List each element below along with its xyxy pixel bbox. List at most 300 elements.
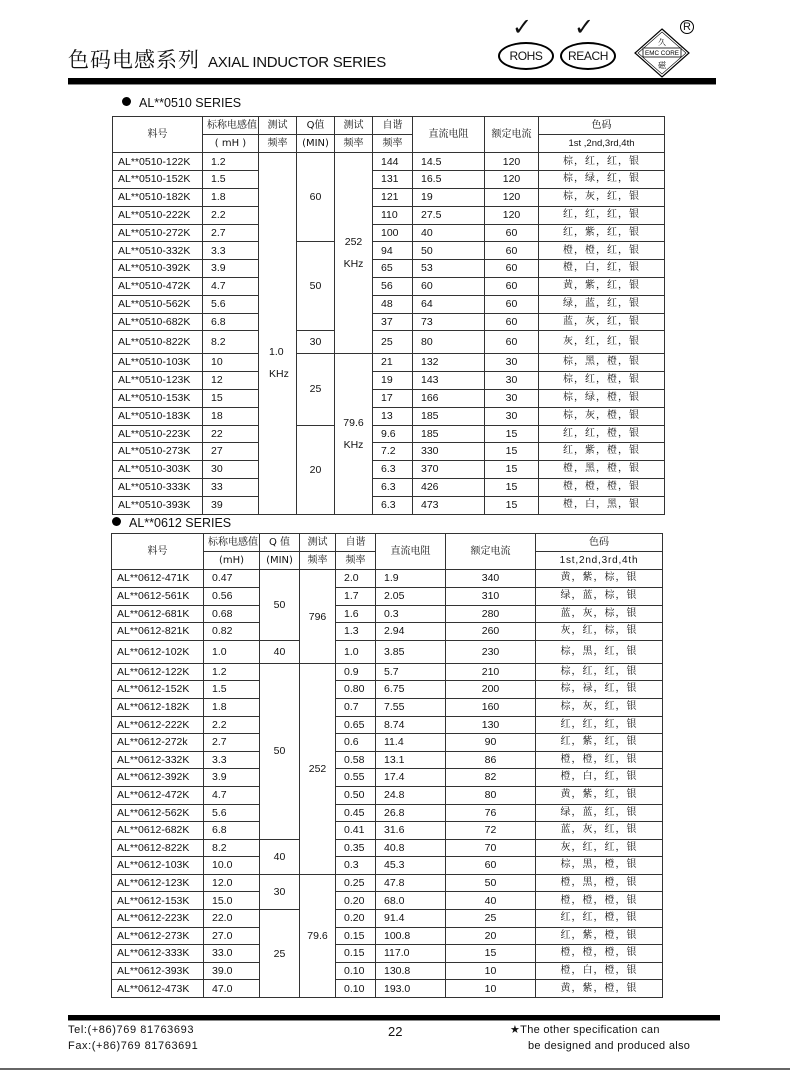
table-row xyxy=(113,354,665,372)
color-code: 红，红，橙，银 xyxy=(536,910,663,928)
color-code: 棕，红，橙，银 xyxy=(539,372,665,390)
dc-resistance: 166 xyxy=(413,389,485,407)
rated-current: 15 xyxy=(485,425,539,443)
self-resonant-frequency: 0.50 xyxy=(336,786,376,804)
part-number: AL**0510-393K xyxy=(113,496,203,514)
color-code: 棕，红，红，银 xyxy=(539,153,665,171)
self-resonant-frequency: 19 xyxy=(373,372,413,390)
self-resonant-frequency: 7.2 xyxy=(373,443,413,461)
test-frequency-1khz: 1.0 KHz xyxy=(259,153,297,514)
rated-current: 30 xyxy=(485,372,539,390)
dc-resistance: 13.1 xyxy=(376,751,446,769)
color-code: 棕，灰，红，银 xyxy=(536,698,663,716)
part-number: AL**0510-272K xyxy=(113,224,203,242)
inductance: 6.8 xyxy=(204,822,260,840)
rated-current: 160 xyxy=(446,698,536,716)
rated-current: 230 xyxy=(446,640,536,663)
self-resonant-frequency: 0.10 xyxy=(336,980,376,998)
title-english: AXIAL INDUCTOR SERIES xyxy=(208,54,386,71)
color-code: 红，红，橙，银 xyxy=(539,425,665,443)
logo-char-top: 久 xyxy=(658,38,666,47)
self-resonant-frequency: 17 xyxy=(373,389,413,407)
inductance: 33.0 xyxy=(204,945,260,963)
table-row xyxy=(113,313,665,331)
rated-current: 60 xyxy=(485,295,539,313)
self-resonant-frequency: 37 xyxy=(373,313,413,331)
part-number: AL**0510-222K xyxy=(113,206,203,224)
header-rated-current: 额定电流 xyxy=(446,534,536,570)
color-code: 橙，橙，红，银 xyxy=(539,242,665,260)
part-number: AL**0612-222K xyxy=(112,716,204,734)
dc-resistance: 330 xyxy=(413,443,485,461)
dc-resistance: 11.4 xyxy=(376,734,446,752)
note-line-2: be designed and produced also xyxy=(528,1040,691,1052)
title-chinese: 色码电感系列 xyxy=(68,48,200,72)
dc-resistance: 5.7 xyxy=(376,663,446,681)
color-code: 棕，绿，红，银 xyxy=(539,171,665,189)
table-row xyxy=(112,734,663,752)
part-number: AL**0612-473K xyxy=(112,980,204,998)
self-resonant-frequency: 0.35 xyxy=(336,839,376,857)
table-row xyxy=(113,461,665,479)
inductance: 1.8 xyxy=(203,188,259,206)
inductance: 5.6 xyxy=(203,295,259,313)
header-color-code: 色码 xyxy=(536,534,663,552)
dc-resistance: 6.75 xyxy=(376,681,446,699)
test-frequency-2: 252 KHz xyxy=(335,153,373,354)
part-number: AL**0510-152K xyxy=(113,171,203,189)
dc-resistance: 47.8 xyxy=(376,874,446,892)
rated-current: 120 xyxy=(485,153,539,171)
rated-current: 15 xyxy=(446,945,536,963)
self-resonant-frequency: 0.80 xyxy=(336,681,376,699)
color-code: 黄，紫，棕，银 xyxy=(536,570,663,588)
q-min: 60 xyxy=(297,153,335,242)
inductance: 2.2 xyxy=(203,206,259,224)
part-number: AL**0612-472K xyxy=(112,786,204,804)
table-row xyxy=(112,587,663,605)
inductance: 5.6 xyxy=(204,804,260,822)
rated-current: 15 xyxy=(485,443,539,461)
table-row xyxy=(113,443,665,461)
dc-resistance: 27.5 xyxy=(413,206,485,224)
color-code: 棕，灰，橙，银 xyxy=(539,407,665,425)
note-line-1: The other specification can xyxy=(520,1024,660,1036)
dc-resistance: 68.0 xyxy=(376,892,446,910)
q-min: 40 xyxy=(260,640,300,663)
table-row xyxy=(112,910,663,928)
inductance: 1.8 xyxy=(204,698,260,716)
header-inductance: 标称电感值 xyxy=(204,534,260,552)
rated-current: 25 xyxy=(446,910,536,928)
dc-resistance: 185 xyxy=(413,407,485,425)
part-number: AL**0612-182K xyxy=(112,698,204,716)
table-row xyxy=(113,224,665,242)
self-resonant-frequency: 1.7 xyxy=(336,587,376,605)
table-row xyxy=(112,623,663,641)
inductance: 3.3 xyxy=(203,242,259,260)
table-row xyxy=(112,839,663,857)
rated-current: 10 xyxy=(446,962,536,980)
rated-current: 10 xyxy=(446,980,536,998)
rated-current: 60 xyxy=(485,313,539,331)
rated-current: 60 xyxy=(446,857,536,875)
color-code: 灰，红，棕，银 xyxy=(536,623,663,641)
rated-current: 60 xyxy=(485,224,539,242)
part-number: AL**0510-183K xyxy=(113,407,203,425)
dc-resistance: 40 xyxy=(413,224,485,242)
table-row xyxy=(112,822,663,840)
color-code: 绿，蓝，红，银 xyxy=(539,295,665,313)
self-resonant-frequency: 0.3 xyxy=(336,857,376,875)
color-code: 绿，蓝，棕，银 xyxy=(536,587,663,605)
rated-current: 200 xyxy=(446,681,536,699)
inductance: 27.0 xyxy=(204,927,260,945)
q-min: 20 xyxy=(297,425,335,514)
part-number: AL**0612-123K xyxy=(112,874,204,892)
q-min: 50 xyxy=(260,570,300,640)
q-min: 50 xyxy=(260,663,300,839)
rated-current: 120 xyxy=(485,206,539,224)
test-frequency: 252 xyxy=(300,663,336,874)
dc-resistance: 91.4 xyxy=(376,910,446,928)
inductance: 27 xyxy=(203,443,259,461)
color-code: 橙，白，橙，银 xyxy=(536,962,663,980)
header-test-freq-sub: 频率 xyxy=(300,552,336,570)
table-row xyxy=(112,962,663,980)
table-row xyxy=(113,372,665,390)
table-row xyxy=(113,295,665,313)
color-code: 棕，绿，橙，银 xyxy=(539,389,665,407)
table-row xyxy=(113,206,665,224)
inductance: 0.68 xyxy=(204,605,260,623)
inductance: 12.0 xyxy=(204,874,260,892)
table-row xyxy=(112,751,663,769)
dc-resistance: 370 xyxy=(413,461,485,479)
color-code: 黄，紫，红，银 xyxy=(536,786,663,804)
q-min: 25 xyxy=(260,910,300,998)
table-row xyxy=(113,478,665,496)
inductance: 3.3 xyxy=(204,751,260,769)
color-code: 红，紫，红，银 xyxy=(539,224,665,242)
table-row xyxy=(113,425,665,443)
self-resonant-frequency: 0.15 xyxy=(336,927,376,945)
table-row xyxy=(112,605,663,623)
part-number: AL**0612-332K xyxy=(112,751,204,769)
inductance: 6.8 xyxy=(203,313,259,331)
checkmark-icon: ✓ xyxy=(512,14,533,41)
color-code: 绿，蓝，红，银 xyxy=(536,804,663,822)
rated-current: 70 xyxy=(446,839,536,857)
self-resonant-frequency: 144 xyxy=(373,153,413,171)
q-min: 25 xyxy=(297,354,335,425)
dc-resistance: 132 xyxy=(413,354,485,372)
inductance: 3.9 xyxy=(203,260,259,278)
part-number: AL**0510-223K xyxy=(113,425,203,443)
self-resonant-frequency: 0.45 xyxy=(336,804,376,822)
table-row xyxy=(113,389,665,407)
part-number: AL**0612-103K xyxy=(112,857,204,875)
self-resonant-frequency: 94 xyxy=(373,242,413,260)
rated-current: 130 xyxy=(446,716,536,734)
color-code: 红，红，红，银 xyxy=(536,716,663,734)
part-number: AL**0510-122K xyxy=(113,153,203,171)
inductance: 18 xyxy=(203,407,259,425)
star-icon: ★ xyxy=(510,1024,521,1036)
rated-current: 340 xyxy=(446,570,536,588)
self-resonant-frequency: 25 xyxy=(373,331,413,354)
inductance: 22.0 xyxy=(204,910,260,928)
part-number: AL**0612-682K xyxy=(112,822,204,840)
q-min: 50 xyxy=(297,242,335,331)
rated-current: 82 xyxy=(446,769,536,787)
inductance: 3.9 xyxy=(204,769,260,787)
color-code: 棕，黑，红，银 xyxy=(536,640,663,663)
rated-current: 80 xyxy=(446,786,536,804)
q-min: 30 xyxy=(260,874,300,909)
reach-badge: REACH xyxy=(560,42,616,70)
table-row xyxy=(112,980,663,998)
dc-resistance: 2.94 xyxy=(376,623,446,641)
self-resonant-frequency: 0.20 xyxy=(336,892,376,910)
header-test-freq: 测试 xyxy=(300,534,336,552)
dc-resistance: 193.0 xyxy=(376,980,446,998)
self-resonant-frequency: 1.3 xyxy=(336,623,376,641)
dc-resistance: 40.8 xyxy=(376,839,446,857)
q-min: 30 xyxy=(297,331,335,354)
color-code: 红，紫，橙，银 xyxy=(539,443,665,461)
part-number: AL**0612-272k xyxy=(112,734,204,752)
test-frequency-2: 79.6 KHz xyxy=(335,354,373,514)
header-q: Q值 xyxy=(297,117,335,135)
dc-resistance: 7.55 xyxy=(376,698,446,716)
dc-resistance: 0.3 xyxy=(376,605,446,623)
registered-icon: R xyxy=(680,20,694,34)
header-inductance-unit: ( mH ) xyxy=(203,135,259,153)
rated-current: 60 xyxy=(485,277,539,295)
header-inductance-unit: (mH) xyxy=(204,552,260,570)
header-dcr: 直流电阻 xyxy=(413,117,485,153)
table-al0510-body xyxy=(113,153,665,514)
header-srf: 自谐 xyxy=(336,534,376,552)
table-row xyxy=(112,663,663,681)
q-min: 40 xyxy=(260,839,300,874)
dc-resistance: 24.8 xyxy=(376,786,446,804)
inductance: 1.5 xyxy=(203,171,259,189)
self-resonant-frequency: 0.20 xyxy=(336,910,376,928)
self-resonant-frequency: 1.0 xyxy=(336,640,376,663)
table-row xyxy=(112,716,663,734)
inductance: 15 xyxy=(203,389,259,407)
footer-note xyxy=(510,1022,690,1054)
dc-resistance: 17.4 xyxy=(376,769,446,787)
rohs-badge: ROHS xyxy=(498,42,554,70)
dc-resistance: 1.9 xyxy=(376,570,446,588)
header-q-sub: (MIN) xyxy=(260,552,300,570)
color-code: 黄，紫，红，银 xyxy=(539,277,665,295)
header-rated-current: 额定电流 xyxy=(485,117,539,153)
bullet-icon xyxy=(122,97,131,106)
color-code: 蓝，灰，红，银 xyxy=(539,313,665,331)
color-code: 橙，白，黑，银 xyxy=(539,496,665,514)
inductance: 22 xyxy=(203,425,259,443)
dc-resistance: 50 xyxy=(413,242,485,260)
rated-current: 60 xyxy=(485,331,539,354)
rated-current: 76 xyxy=(446,804,536,822)
rated-current: 30 xyxy=(485,389,539,407)
self-resonant-frequency: 0.10 xyxy=(336,962,376,980)
color-code: 棕，黑，橙，银 xyxy=(536,857,663,875)
inductance: 10.0 xyxy=(204,857,260,875)
table-row xyxy=(112,874,663,892)
part-number: AL**0612-561K xyxy=(112,587,204,605)
part-number: AL**0510-392K xyxy=(113,260,203,278)
telephone: Tel:(+86)769 81763693 xyxy=(68,1024,195,1036)
self-resonant-frequency: 0.41 xyxy=(336,822,376,840)
table-row xyxy=(112,945,663,963)
self-resonant-frequency: 2.0 xyxy=(336,570,376,588)
color-code: 橙，黑，橙，银 xyxy=(536,874,663,892)
table-row xyxy=(113,260,665,278)
rated-current: 20 xyxy=(446,927,536,945)
color-code: 灰，红，红，银 xyxy=(539,331,665,354)
color-code: 橙，橙，橙，银 xyxy=(539,478,665,496)
rated-current: 15 xyxy=(485,461,539,479)
table-row xyxy=(112,698,663,716)
color-code: 灰，红，红，银 xyxy=(536,839,663,857)
rated-current: 210 xyxy=(446,663,536,681)
table-row xyxy=(113,242,665,260)
table-row xyxy=(113,496,665,514)
header-part-no: 料号 xyxy=(112,534,204,570)
self-resonant-frequency: 65 xyxy=(373,260,413,278)
part-number: AL**0510-472K xyxy=(113,277,203,295)
self-resonant-frequency: 6.3 xyxy=(373,496,413,514)
part-number: AL**0510-562K xyxy=(113,295,203,313)
part-number: AL**0612-393K xyxy=(112,962,204,980)
dc-resistance: 45.3 xyxy=(376,857,446,875)
table-row xyxy=(112,570,663,588)
inductance: 0.56 xyxy=(204,587,260,605)
dc-resistance: 80 xyxy=(413,331,485,354)
rated-current: 30 xyxy=(485,407,539,425)
self-resonant-frequency: 13 xyxy=(373,407,413,425)
dc-resistance: 117.0 xyxy=(376,945,446,963)
rated-current: 60 xyxy=(485,242,539,260)
table-row xyxy=(112,804,663,822)
inductance: 39.0 xyxy=(204,962,260,980)
self-resonant-frequency: 131 xyxy=(373,171,413,189)
part-number: AL**0612-153K xyxy=(112,892,204,910)
dc-resistance: 185 xyxy=(413,425,485,443)
page-edge xyxy=(0,1068,790,1070)
table-row xyxy=(113,171,665,189)
inductance: 0.82 xyxy=(204,623,260,641)
inductance: 1.5 xyxy=(204,681,260,699)
color-code: 棕，禄，红，银 xyxy=(536,681,663,699)
dc-resistance: 14.5 xyxy=(413,153,485,171)
color-code: 橙，白，红，银 xyxy=(539,260,665,278)
header-q-sub: (MIN) xyxy=(297,135,335,153)
self-resonant-frequency: 0.58 xyxy=(336,751,376,769)
header-test-freq-sub: 频率 xyxy=(259,135,297,153)
table-row xyxy=(113,407,665,425)
color-code: 红，紫，橙，银 xyxy=(536,927,663,945)
rated-current: 50 xyxy=(446,874,536,892)
part-number: AL**0510-153K xyxy=(113,389,203,407)
part-number: AL**0510-123K xyxy=(113,372,203,390)
header-srf: 自谐 xyxy=(373,117,413,135)
page-title xyxy=(68,44,386,74)
table-al0612-body xyxy=(112,570,663,998)
part-number: AL**0510-333K xyxy=(113,478,203,496)
rated-current: 260 xyxy=(446,623,536,641)
header-test-freq-2-sub: 频率 xyxy=(335,135,373,153)
color-code: 红，红，红，银 xyxy=(539,206,665,224)
self-resonant-frequency: 0.25 xyxy=(336,874,376,892)
dc-resistance: 130.8 xyxy=(376,962,446,980)
rated-current: 120 xyxy=(485,188,539,206)
part-number: AL**0612-102K xyxy=(112,640,204,663)
header-srf-sub: 频率 xyxy=(373,135,413,153)
part-number: AL**0612-223K xyxy=(112,910,204,928)
dc-resistance: 53 xyxy=(413,260,485,278)
dc-resistance: 26.8 xyxy=(376,804,446,822)
logo-text: EMC CORE xyxy=(645,50,679,57)
self-resonant-frequency: 0.7 xyxy=(336,698,376,716)
table-row xyxy=(113,153,665,171)
dc-resistance: 73 xyxy=(413,313,485,331)
self-resonant-frequency: 121 xyxy=(373,188,413,206)
fax: Fax:(+86)769 81763691 xyxy=(68,1040,199,1052)
rated-current: 280 xyxy=(446,605,536,623)
self-resonant-frequency: 1.6 xyxy=(336,605,376,623)
dc-resistance: 143 xyxy=(413,372,485,390)
part-number: AL**0510-332K xyxy=(113,242,203,260)
rated-current: 30 xyxy=(485,354,539,372)
color-code: 橙，白，红，银 xyxy=(536,769,663,787)
part-number: AL**0612-821K xyxy=(112,623,204,641)
test-frequency: 79.6 xyxy=(300,874,336,997)
table-row xyxy=(113,188,665,206)
dc-resistance: 60 xyxy=(413,277,485,295)
self-resonant-frequency: 0.55 xyxy=(336,769,376,787)
page-number: 22 xyxy=(388,1024,403,1039)
part-number: AL**0612-562K xyxy=(112,804,204,822)
header-part-no: 料号 xyxy=(113,117,203,153)
header-q: Q 值 xyxy=(260,534,300,552)
color-code: 棕，红，红，银 xyxy=(536,663,663,681)
self-resonant-frequency: 48 xyxy=(373,295,413,313)
part-number: AL**0510-822K xyxy=(113,331,203,354)
self-resonant-frequency: 6.3 xyxy=(373,478,413,496)
test-frequency: 796 xyxy=(300,570,336,663)
inductance: 4.7 xyxy=(204,786,260,804)
rated-current: 120 xyxy=(485,171,539,189)
part-number: AL**0612-152K xyxy=(112,681,204,699)
header-color-code: 色码 xyxy=(539,117,665,135)
color-code: 蓝，灰，红，银 xyxy=(536,822,663,840)
inductance: 10 xyxy=(203,354,259,372)
inductance: 0.47 xyxy=(204,570,260,588)
self-resonant-frequency: 0.65 xyxy=(336,716,376,734)
table-row xyxy=(112,640,663,663)
table-al0510 xyxy=(112,116,665,515)
inductance: 4.7 xyxy=(203,277,259,295)
inductance: 1.2 xyxy=(203,153,259,171)
header-dcr: 直流电阻 xyxy=(376,534,446,570)
emc-core-logo xyxy=(634,28,690,78)
